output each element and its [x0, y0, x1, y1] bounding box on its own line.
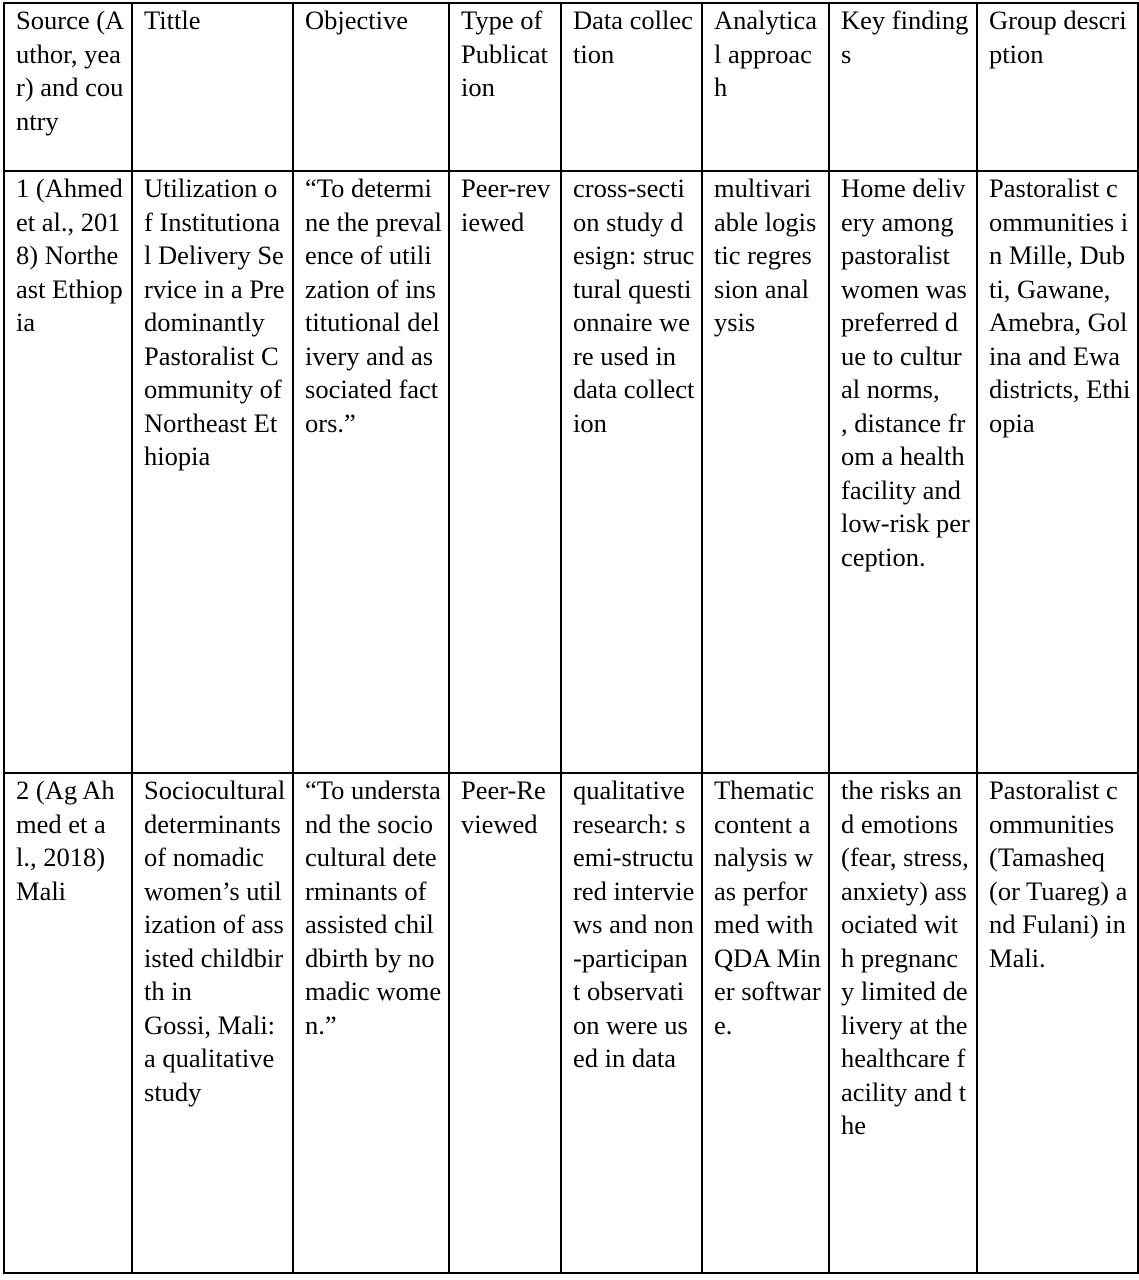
cell-title: Utilization of Institutional Delivery Service in a Predominantly Pastoralist Community of Northeast Ethiopia [132, 171, 293, 773]
cell-objective: “To understand the sociocultural determinants of assisted childbirth by nomadic women.” [293, 773, 449, 1273]
literature-review-table [3, 2, 1139, 1274]
header-analytical-approach: Analytical approach [702, 3, 829, 171]
cell-group-description: Pastoralist communities in Mille, Dubti, Gawane, Amebra, Golina and Ewa districts, Ethiopia [977, 171, 1138, 773]
header-key-findings: Key findings [829, 3, 977, 171]
header-type: Type of Publication [449, 3, 561, 171]
header-data-collection: Data collection [561, 3, 702, 171]
cell-analytical-approach: Thematic content analysis was performed with QDA Miner software. [702, 773, 829, 1273]
cell-analytical-approach: multivariable logistic regression analysis [702, 171, 829, 773]
table-row [4, 171, 1138, 773]
cell-key-findings: Home delivery among pastoralist women was preferred due to cultural norms, , distance from a health facility and low-risk perception. [829, 171, 977, 773]
cell-source: 1 (Ahmed et al., 2018) Northeast Ethiopia [4, 171, 132, 773]
cell-group-description: Pastoralist communities (Tamasheq (or Tuareg) and Fulani) in Mali. [977, 773, 1138, 1273]
header-source: Source (Author, year) and country [4, 3, 132, 171]
table-row [4, 773, 1138, 1273]
cell-data-collection: cross-section study design: structural questionnaire were used in data collection [561, 171, 702, 773]
header-title: Tittle [132, 3, 293, 171]
cell-key-findings: the risks and emotions (fear, stress, anxiety) associated with pregnancy limited delivery at the healthcare facility and the [829, 773, 977, 1273]
header-objective: Objective [293, 3, 449, 171]
cell-objective: “To determine the prevalence of utilization of institutional delivery and associated factors.” [293, 171, 449, 773]
cell-title: Sociocultural determinants of nomadic women’s utilization of assisted childbirth in Gossi, Mali: a qualitative study [132, 773, 293, 1273]
cell-type: Peer-Reviewed [449, 773, 561, 1273]
cell-data-collection: qualitative research: semi-structured interviews and non-participant observation were used in data [561, 773, 702, 1273]
table-header-row [4, 3, 1138, 171]
cell-source: 2 (Ag Ahmed et al., 2018) Mali [4, 773, 132, 1273]
header-group-description: Group description [977, 3, 1138, 171]
cell-type: Peer-reviewed [449, 171, 561, 773]
